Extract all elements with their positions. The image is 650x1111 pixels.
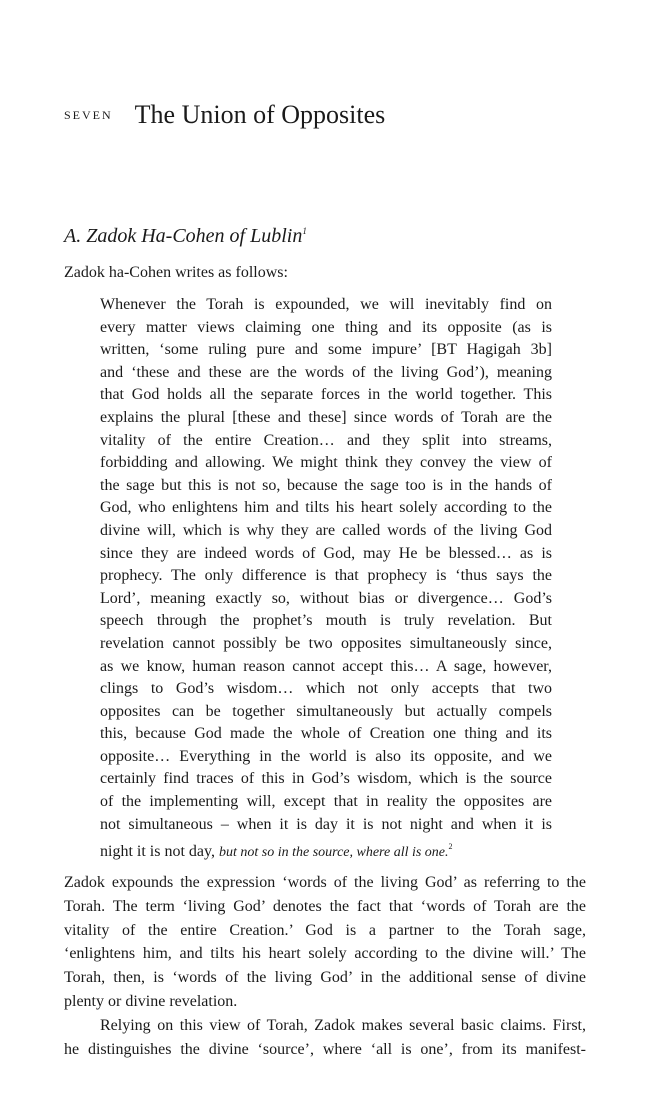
footnote-ref-2: 2 xyxy=(448,842,453,852)
quote-line: God, who enlightens him and tilts his heart solely according to the xyxy=(100,499,552,517)
quote-line: the sage but this is not so, because the sage too is in the hands of xyxy=(100,476,552,494)
quote-line: Whenever the Torah is expounded, we will inevitably find on xyxy=(100,296,552,313)
quote-last-italic: but not so in the source, where all is one. xyxy=(218,845,449,861)
body-line: vitality of the entire Creation.’ God is a partner to the Torah sage, xyxy=(64,921,586,939)
quote-line: opposites can be together simultaneously but actually compels xyxy=(100,702,552,720)
block-quote xyxy=(100,294,552,865)
quote-line: that God holds all the separate forces in the world together. This xyxy=(100,386,552,404)
quote-line: and ‘these and these are the words of the living God’), meaning xyxy=(100,363,552,381)
footnote-ref-1: 1 xyxy=(302,226,307,236)
quote-line: since they are indeed words of God, may He be blessed… as is xyxy=(100,544,552,562)
quote-line: speech through the prophet’s mouth is truly revelation. But xyxy=(100,612,552,630)
section-heading-text: A. Zadok Ha-Cohen of Lublin xyxy=(64,225,303,247)
quote-line: written, ‘some ruling pure and some impure’ [BT Hagigah 3b] xyxy=(100,341,552,359)
body-line: Torah. The term ‘living God’ denotes the fact that ‘words of Torah are the xyxy=(64,897,586,915)
quote-line: revelation cannot possibly be two opposites simultaneously since, xyxy=(100,634,552,652)
quote-line: of the implementing will, except that in reality the opposites are xyxy=(100,793,552,811)
body-line: Relying on this view of Torah, Zadok makes several basic claims. First, xyxy=(100,1016,586,1034)
chapter-label: SEVEN xyxy=(64,107,113,122)
section-heading xyxy=(64,225,307,248)
quote-line: divine will, which is why they are called words of the living God xyxy=(100,521,552,539)
quote-line: Lord’, meaning exactly so, without bias or divergence… God’s xyxy=(100,589,552,607)
chapter-heading xyxy=(64,100,385,130)
body-line: he distinguishes the divine ‘source’, where ‘all is one’, from its manifest- xyxy=(64,1040,586,1058)
body-line: Zadok expounds the expression ‘words of the living God’ as referring to the xyxy=(64,874,586,891)
quote-last-plain: night it is not day, xyxy=(100,843,219,861)
chapter-title: The Union of Opposites xyxy=(134,100,386,129)
quote-line-last xyxy=(100,836,552,865)
body-text xyxy=(64,871,586,1061)
quote-line: every matter views claiming one thing and its opposite (as is xyxy=(100,318,552,336)
body-line: plenty or divine revelation. xyxy=(64,992,238,1010)
quote-line: this, because God made the whole of Creation one thing and its xyxy=(100,725,552,743)
quote-line: vitality of the entire Creation… and they split into streams, xyxy=(100,431,552,449)
quote-line: not simultaneous – when it is day it is not night and when it is xyxy=(100,815,552,833)
intro-text: Zadok ha-Cohen writes as follows: xyxy=(64,264,288,281)
quote-line: opposite… Everything in the world is also its opposite, and we xyxy=(100,747,552,765)
quote-line: certainly find traces of this in God’s wisdom, which is the source xyxy=(100,770,552,788)
quote-line: as we know, human reason cannot accept this… A sage, however, xyxy=(100,657,552,675)
quote-line: clings to God’s wisdom… which not only accepts that two xyxy=(100,680,552,698)
quote-line: explains the plural [these and these] since words of Torah are the xyxy=(100,408,552,426)
body-line: ‘enlightens him, and tilts his heart solely according to the divine will.’ The xyxy=(64,945,586,963)
quote-line: prophecy. The only difference is that prophecy is ‘thus says the xyxy=(100,567,552,585)
body-line: Torah, then, is ‘words of the living God’ in the additional sense of divine xyxy=(64,969,586,987)
quote-line: forbidding and allowing. We might think they convey the view of xyxy=(100,454,552,472)
